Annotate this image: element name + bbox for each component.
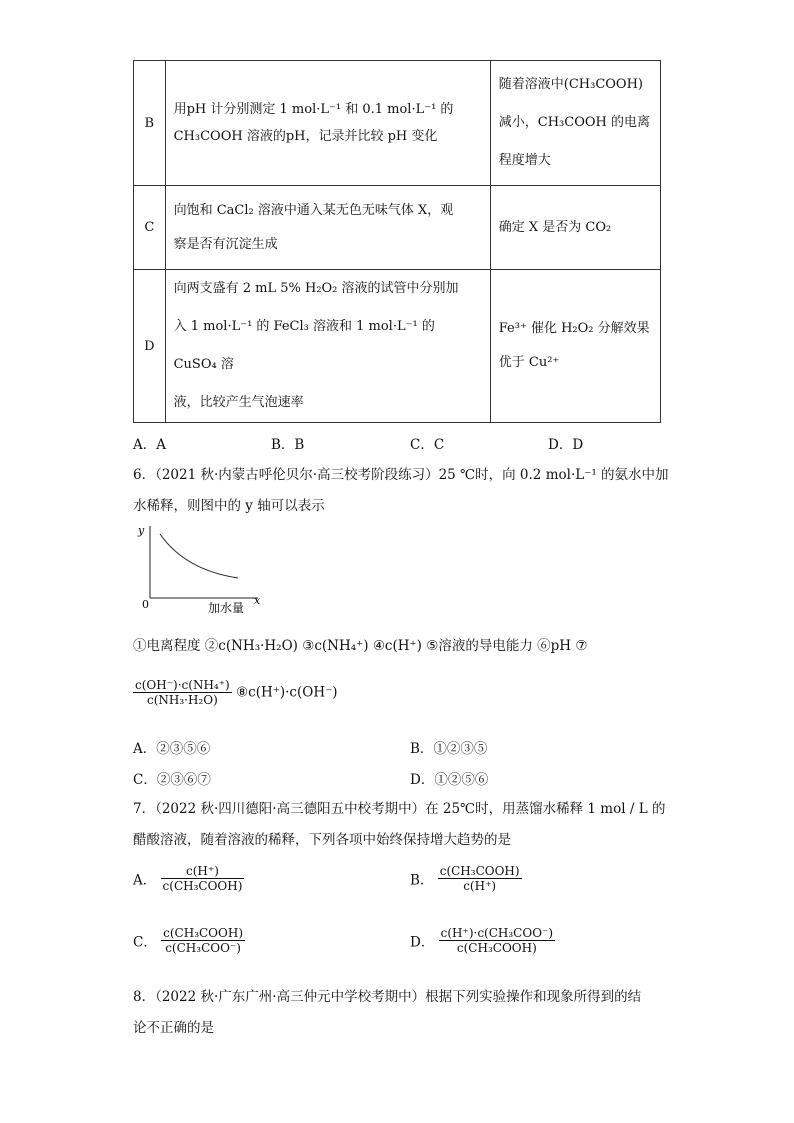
q8-stem: 8．（2022 秋·广东广州·高三仲元中学校考期中）根据下列实验操作和现象所得到的结 xyxy=(133,989,642,1005)
q6-option-d[interactable]: D．①②⑤⑥ xyxy=(410,772,489,788)
row-conclusion: 随着溶液中(CH₃COOH) 减小，CH₃COOH 的电离 程度增大 xyxy=(490,61,660,186)
row-label: B xyxy=(134,61,166,186)
q6-stem-cont: 水稀释，则图中的 y 轴可以表示 xyxy=(133,498,325,514)
experiment-table xyxy=(133,60,661,423)
q8-stem-cont: 论不正确的是 xyxy=(133,1020,214,1036)
row-action: 向饱和 CaCl₂ 溶液中通入某无色无味气体 X，观 察是否有沉淀生成 xyxy=(165,186,490,270)
q6-stem: 6．（2021 秋·内蒙古呼伦贝尔·高三校考阶段练习）25 ℃时，向 0.2 mol·L⁻¹ 的氨水中加 xyxy=(133,467,669,483)
x-axis-label: x xyxy=(254,594,261,607)
origin-label: 0 xyxy=(142,598,149,611)
decay-curve xyxy=(160,534,238,578)
row-label: C xyxy=(134,186,166,270)
q5-option-a[interactable]: A．A xyxy=(133,437,166,453)
q5-option-d[interactable]: D．D xyxy=(548,437,584,453)
row-conclusion: 确定 X 是否为 CO₂ xyxy=(490,186,660,270)
q6-option-a[interactable]: A．②③⑤⑥ xyxy=(133,741,211,757)
q6-items: ①电离程度 ②c(NH₃·H₂O) ③c(NH₄⁺) ④c(H⁺) ⑤溶液的导电能力 ⑥pH ⑦ xyxy=(133,638,588,654)
item7-fraction: $\frac{\text{c(OH⁻)·c(NH₄⁺)}}{\text{c(NH₃·H₂O)}}$ xyxy=(135,678,230,707)
row-action: 向两支盛有 2 mL 5% H₂O₂ 溶液的试管中分别加 入 1 mol·L⁻¹ 的 FeCl₃ 溶液和 1 mol·L⁻¹ 的 CuSO₄ 溶 液，比较产生气泡速率 xyxy=(165,270,490,423)
table-row-b xyxy=(134,61,661,186)
y-axis-label: y xyxy=(138,524,145,537)
table-row-c xyxy=(134,186,661,270)
q7-option-d[interactable]: D． $\frac{\text{c(H⁺)·c(CH₃COO⁻)}}{\text{c(CH₃COOH)}}$ xyxy=(410,926,554,955)
q6-option-c[interactable]: C．②③⑥⑦ xyxy=(133,772,211,788)
row-label: D xyxy=(134,270,166,423)
q7-stem-cont: 醋酸溶液，随着溶液的稀释，下列各项中始终保持增大趋势的是 xyxy=(133,832,511,848)
item8: ⑧c(H⁺)·c(OH⁻) xyxy=(236,684,338,701)
row-conclusion: Fe³⁺ 催化 H₂O₂ 分解效果 优于 Cu²⁺ xyxy=(490,270,660,423)
q6-graph xyxy=(130,520,270,615)
q6-option-b[interactable]: B．①②③⑤ xyxy=(410,741,488,757)
q7-option-a[interactable]: A． $\frac{c(H^+)}{\text{c(CH₃COOH)}}$ xyxy=(133,864,243,893)
q5-option-c[interactable]: C．C xyxy=(410,437,445,453)
row-action: 用pH 计分别测定 1 mol·L⁻¹ 和 0.1 mol·L⁻¹ 的 CH₃COOH 溶液的pH，记录并比较 pH 变化 xyxy=(165,61,490,186)
q7-option-b[interactable]: B． $\frac{\text{c(CH₃COOH)}}{c(H^+)}$ xyxy=(410,864,520,893)
q5-option-b[interactable]: B．B xyxy=(271,437,305,453)
q7-stem: 7．（2022 秋·四川德阳·高三德阳五中校考期中）在 25℃时，用蒸馏水稀释 1 mol / L 的 xyxy=(133,801,666,817)
table-row-d xyxy=(134,270,661,423)
q6-item7-8 xyxy=(133,678,337,707)
q7-option-c[interactable]: C． $\frac{\text{c(CH₃COOH)}}{\text{c(CH₃COO⁻)}}$ xyxy=(133,926,244,955)
x-caption: 加水量 xyxy=(208,601,245,615)
